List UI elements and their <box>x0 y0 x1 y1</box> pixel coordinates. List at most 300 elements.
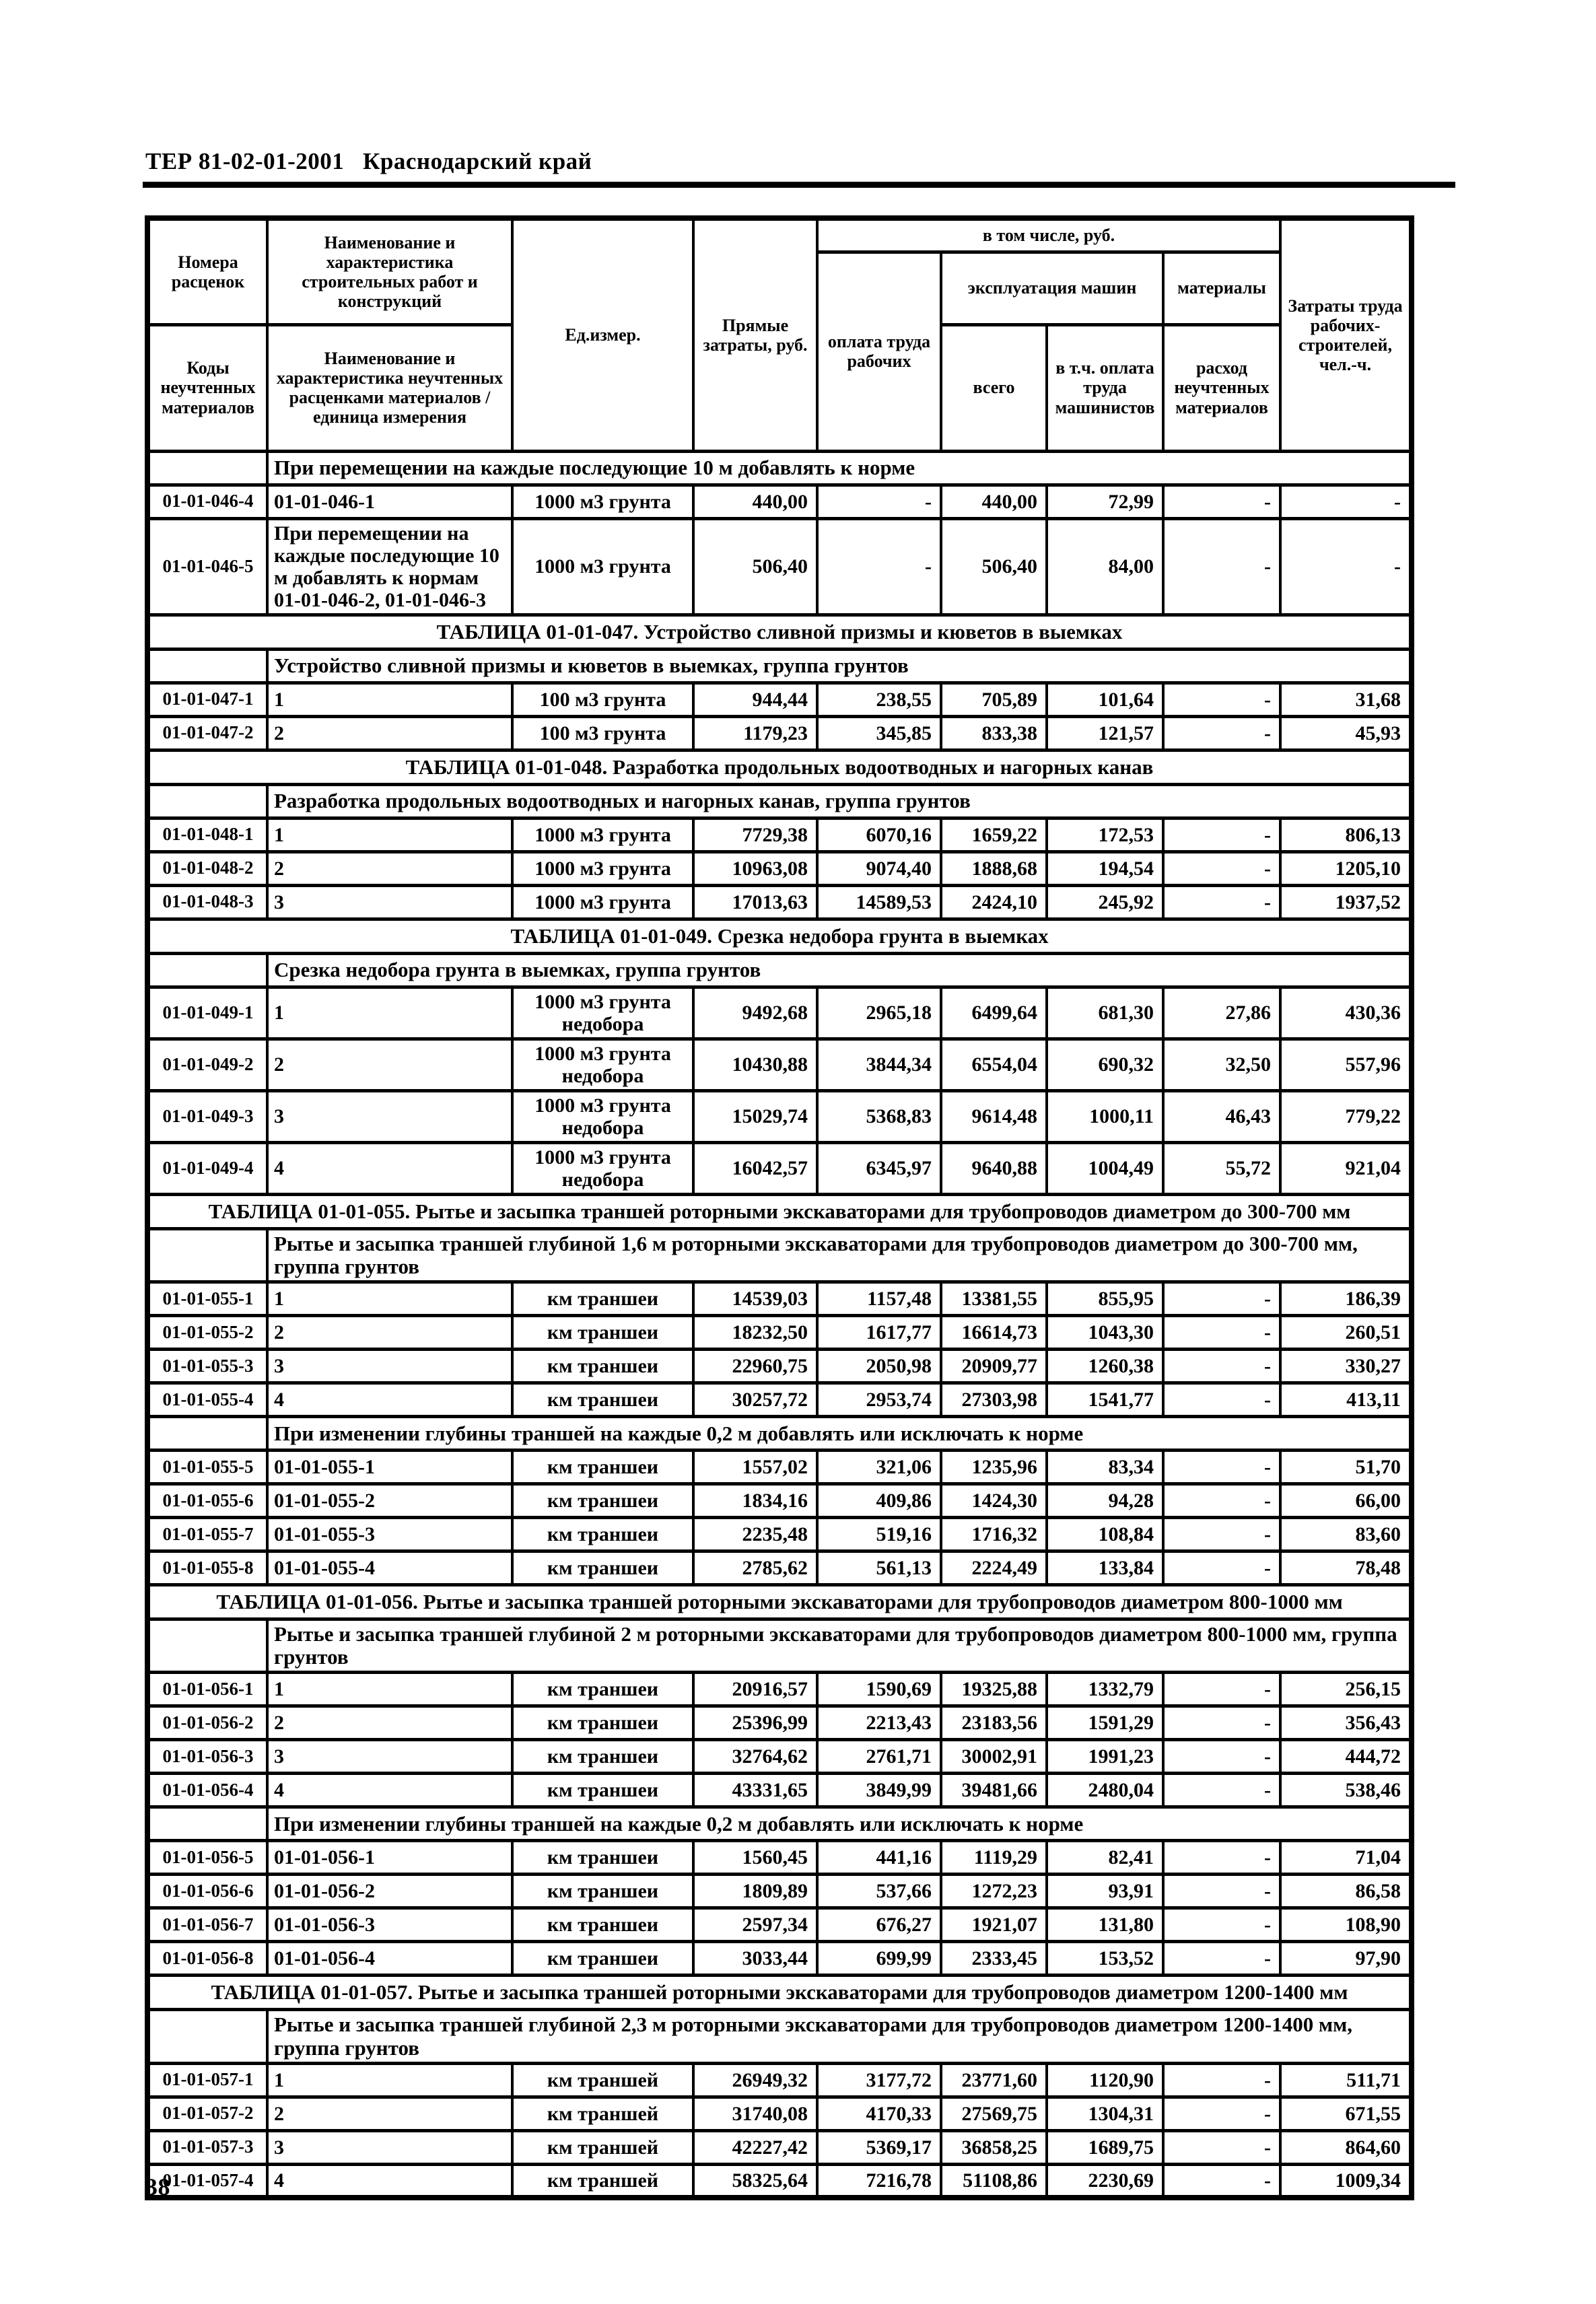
direct-cost-cell: 31740,08 <box>693 2097 817 2130</box>
machines-total-cell: 19325,88 <box>941 1673 1047 1706</box>
empty-code-cell <box>147 953 267 987</box>
work-name-cell: 01-01-055-1 <box>267 1451 512 1484</box>
wages-cell: 238,55 <box>817 683 941 716</box>
direct-cost-cell: 32764,62 <box>693 1740 817 1774</box>
empty-code-cell <box>147 451 267 485</box>
labor-cell: 83,60 <box>1280 1518 1412 1551</box>
labor-cell: 356,43 <box>1280 1706 1412 1740</box>
unit-cell: км траншеи <box>512 1383 693 1417</box>
direct-cost-cell: 15029,74 <box>693 1090 817 1142</box>
wages-cell: 9074,40 <box>817 851 941 885</box>
rate-code-cell: 01-01-047-1 <box>147 683 267 716</box>
machinists-wages-cell: 153,52 <box>1047 1942 1163 1976</box>
unit-cell: 1000 м3 грунта <box>512 818 693 851</box>
materials-cell: - <box>1163 1316 1280 1350</box>
work-name-cell: 2 <box>267 2097 512 2130</box>
table-title: ТАБЛИЦА 01-01-055. Рытье и засыпка траншей роторными экскаваторами для трубопроводов диаметром до 300-700 мм <box>147 1194 1412 1228</box>
rate-row <box>147 683 1412 716</box>
materials-cell: - <box>1163 1942 1280 1976</box>
machinists-wages-cell: 133,84 <box>1047 1551 1163 1585</box>
rate-row <box>147 485 1412 518</box>
labor-cell: - <box>1280 485 1412 518</box>
materials-cell: - <box>1163 1673 1280 1706</box>
direct-cost-cell: 30257,72 <box>693 1383 817 1417</box>
rate-row <box>147 1142 1412 1194</box>
wages-cell: 14589,53 <box>817 885 941 919</box>
machinists-wages-cell: 1591,29 <box>1047 1706 1163 1740</box>
machinists-wages-cell: 1541,77 <box>1047 1383 1163 1417</box>
machinists-wages-cell: 1000,11 <box>1047 1090 1163 1142</box>
labor-cell: 51,70 <box>1280 1451 1412 1484</box>
labor-cell: 1205,10 <box>1280 851 1412 885</box>
unit-cell: 1000 м3 грунта недобора <box>512 1039 693 1090</box>
machines-total-cell: 36858,25 <box>941 2130 1047 2164</box>
col-header-direct-costs: Прямые затраты, руб. <box>693 218 817 451</box>
materials-cell: 46,43 <box>1163 1090 1280 1142</box>
machines-total-cell: 1888,68 <box>941 851 1047 885</box>
rate-row <box>147 1841 1412 1875</box>
rate-code-cell: 01-01-046-4 <box>147 485 267 518</box>
labor-cell: 66,00 <box>1280 1484 1412 1518</box>
rate-code-cell: 01-01-056-1 <box>147 1673 267 1706</box>
labor-cell: 256,15 <box>1280 1673 1412 1706</box>
group-header-row <box>147 2010 1412 2063</box>
rate-row <box>147 987 1412 1039</box>
rate-row <box>147 2164 1412 2198</box>
machines-total-cell: 506,40 <box>941 518 1047 615</box>
col-header-including: в том числе, руб. <box>817 218 1280 252</box>
rate-code-cell: 01-01-055-3 <box>147 1350 267 1383</box>
work-name-cell: 01-01-056-1 <box>267 1841 512 1875</box>
wages-cell: 6345,97 <box>817 1142 941 1194</box>
header-rule <box>143 182 1455 188</box>
machinists-wages-cell: 101,64 <box>1047 683 1163 716</box>
machines-total-cell: 9614,48 <box>941 1090 1047 1142</box>
machinists-wages-cell: 690,32 <box>1047 1039 1163 1090</box>
materials-cell: - <box>1163 885 1280 919</box>
direct-cost-cell: 22960,75 <box>693 1350 817 1383</box>
labor-cell: 71,04 <box>1280 1841 1412 1875</box>
direct-cost-cell: 944,44 <box>693 683 817 716</box>
rate-code-cell: 01-01-047-2 <box>147 716 267 750</box>
machines-total-cell: 23183,56 <box>941 1706 1047 1740</box>
labor-cell: 1009,34 <box>1280 2164 1412 2198</box>
col-header-labor: Затраты труда рабочих-строителей, чел.-ч. <box>1280 218 1412 451</box>
rate-row <box>147 1090 1412 1142</box>
unit-cell: 1000 м3 грунта <box>512 851 693 885</box>
materials-cell: - <box>1163 851 1280 885</box>
rate-code-cell: 01-01-057-1 <box>147 2063 267 2097</box>
machines-total-cell: 16614,73 <box>941 1316 1047 1350</box>
unit-cell: км траншей <box>512 2063 693 2097</box>
materials-cell: - <box>1163 1282 1280 1316</box>
labor-cell: 864,60 <box>1280 2130 1412 2164</box>
empty-code-cell <box>147 649 267 683</box>
machinists-wages-cell: 172,53 <box>1047 818 1163 851</box>
labor-cell: 86,58 <box>1280 1875 1412 1908</box>
materials-cell: - <box>1163 2097 1280 2130</box>
direct-cost-cell: 10430,88 <box>693 1039 817 1090</box>
unit-cell: 100 м3 грунта <box>512 716 693 750</box>
table-title-row <box>147 1585 1412 1619</box>
machines-total-cell: 13381,55 <box>941 1282 1047 1316</box>
wages-cell: 519,16 <box>817 1518 941 1551</box>
col-header-machines-group: эксплуатация машин <box>941 252 1163 324</box>
materials-cell: - <box>1163 1451 1280 1484</box>
machinists-wages-cell: 245,92 <box>1047 885 1163 919</box>
machines-total-cell: 6554,04 <box>941 1039 1047 1090</box>
rate-code-cell: 01-01-055-4 <box>147 1383 267 1417</box>
machinists-wages-cell: 855,95 <box>1047 1282 1163 1316</box>
table-title-row <box>147 1194 1412 1228</box>
materials-cell: - <box>1163 2164 1280 2198</box>
col-header-machines-total: всего <box>941 324 1047 451</box>
labor-cell: 97,90 <box>1280 1942 1412 1976</box>
rate-code-cell: 01-01-056-8 <box>147 1942 267 1976</box>
unit-cell: км траншеи <box>512 1451 693 1484</box>
group-header-row <box>147 649 1412 683</box>
labor-cell: 330,27 <box>1280 1350 1412 1383</box>
unit-cell: 1000 м3 грунта недобора <box>512 1142 693 1194</box>
table-title-row <box>147 1976 1412 2010</box>
table-title-row <box>147 615 1412 649</box>
machinists-wages-cell: 83,34 <box>1047 1451 1163 1484</box>
materials-cell: - <box>1163 683 1280 716</box>
labor-cell: 260,51 <box>1280 1316 1412 1350</box>
wages-cell: 3849,99 <box>817 1774 941 1807</box>
labor-cell: 806,13 <box>1280 818 1412 851</box>
materials-cell: - <box>1163 1350 1280 1383</box>
rate-row <box>147 851 1412 885</box>
empty-code-cell <box>147 1807 267 1841</box>
table-title-row <box>147 750 1412 784</box>
machinists-wages-cell: 94,28 <box>1047 1484 1163 1518</box>
direct-cost-cell: 20916,57 <box>693 1673 817 1706</box>
rate-code-cell: 01-01-055-1 <box>147 1282 267 1316</box>
unit-cell: км траншеи <box>512 1740 693 1774</box>
machines-total-cell: 20909,77 <box>941 1350 1047 1383</box>
labor-cell: 186,39 <box>1280 1282 1412 1316</box>
machinists-wages-cell: 131,80 <box>1047 1908 1163 1942</box>
machines-total-cell: 23771,60 <box>941 2063 1047 2097</box>
work-name-cell: При перемещении на каждые последующие 10 м добавлять к нормам 01-01-046-2, 01-01-046-3 <box>267 518 512 615</box>
direct-cost-cell: 3033,44 <box>693 1942 817 1976</box>
machines-total-cell: 1235,96 <box>941 1451 1047 1484</box>
machinists-wages-cell: 194,54 <box>1047 851 1163 885</box>
machinists-wages-cell: 108,84 <box>1047 1518 1163 1551</box>
materials-cell: - <box>1163 1740 1280 1774</box>
machinists-wages-cell: 2230,69 <box>1047 2164 1163 2198</box>
machinists-wages-cell: 82,41 <box>1047 1841 1163 1875</box>
unit-cell: км траншеи <box>512 1774 693 1807</box>
wages-cell: 2761,71 <box>817 1740 941 1774</box>
machinists-wages-cell: 1260,38 <box>1047 1350 1163 1383</box>
unit-cell: км траншеи <box>512 1282 693 1316</box>
unit-cell: км траншеи <box>512 1316 693 1350</box>
rate-row <box>147 2063 1412 2097</box>
wages-cell: 676,27 <box>817 1908 941 1942</box>
wages-cell: 1157,48 <box>817 1282 941 1316</box>
unit-cell: км траншей <box>512 2164 693 2198</box>
direct-cost-cell: 9492,68 <box>693 987 817 1039</box>
materials-cell: 55,72 <box>1163 1142 1280 1194</box>
rate-code-cell: 01-01-049-2 <box>147 1039 267 1090</box>
labor-cell: 671,55 <box>1280 2097 1412 2130</box>
col-header-rate-codes: Номера расценок <box>147 218 267 324</box>
machinists-wages-cell: 84,00 <box>1047 518 1163 615</box>
materials-cell: - <box>1163 1484 1280 1518</box>
wages-cell: 3177,72 <box>817 2063 941 2097</box>
machines-total-cell: 39481,66 <box>941 1774 1047 1807</box>
direct-cost-cell: 17013,63 <box>693 885 817 919</box>
labor-cell: - <box>1280 518 1412 615</box>
rate-code-cell: 01-01-056-6 <box>147 1875 267 1908</box>
machines-total-cell: 1119,29 <box>941 1841 1047 1875</box>
machines-total-cell: 27569,75 <box>941 2097 1047 2130</box>
table-title: ТАБЛИЦА 01-01-057. Рытье и засыпка траншей роторными экскаваторами для трубопроводов диаметром 1200-1400 мм <box>147 1976 1412 2010</box>
machinists-wages-cell: 72,99 <box>1047 485 1163 518</box>
work-name-cell: 01-01-046-1 <box>267 485 512 518</box>
work-name-cell: 01-01-055-2 <box>267 1484 512 1518</box>
machines-total-cell: 2333,45 <box>941 1942 1047 1976</box>
machines-total-cell: 2424,10 <box>941 885 1047 919</box>
group-header-text: Рытье и засыпка траншей глубиной 2,3 м роторными экскаваторами для трубопроводов диаметром 1200-1400 мм, группа грунтов <box>267 2010 1412 2063</box>
wages-cell: 2213,43 <box>817 1706 941 1740</box>
empty-code-cell <box>147 1619 267 1673</box>
rate-row <box>147 885 1412 919</box>
materials-cell: - <box>1163 2130 1280 2164</box>
unit-cell: 1000 м3 грунта <box>512 485 693 518</box>
direct-cost-cell: 18232,50 <box>693 1316 817 1350</box>
wages-cell: - <box>817 485 941 518</box>
unit-cell: км траншеи <box>512 1942 693 1976</box>
work-name-cell: 3 <box>267 1740 512 1774</box>
unit-cell: 1000 м3 грунта недобора <box>512 1090 693 1142</box>
unit-cell: 1000 м3 грунта <box>512 885 693 919</box>
materials-cell: - <box>1163 1383 1280 1417</box>
unit-cell: км траншеи <box>512 1841 693 1875</box>
work-name-cell: 2 <box>267 716 512 750</box>
col-header-unaccounted-materials: расход неучтенных материалов <box>1163 324 1280 451</box>
work-name-cell: 4 <box>267 2164 512 2198</box>
group-header-text: Разработка продольных водоотводных и нагорных канав, группа грунтов <box>267 784 1412 818</box>
unit-cell: км траншеи <box>512 1908 693 1942</box>
table-body <box>147 451 1412 2198</box>
rate-code-cell: 01-01-056-4 <box>147 1774 267 1807</box>
col-header-work-name: Наименование и характеристика строительных работ и конструкций <box>267 218 512 324</box>
machinists-wages-cell: 1689,75 <box>1047 2130 1163 2164</box>
rate-row <box>147 1875 1412 1908</box>
work-name-cell: 3 <box>267 885 512 919</box>
direct-cost-cell: 7729,38 <box>693 818 817 851</box>
work-name-cell: 3 <box>267 1350 512 1383</box>
wages-cell: 7216,78 <box>817 2164 941 2198</box>
work-name-cell: 2 <box>267 1039 512 1090</box>
work-name-cell: 1 <box>267 987 512 1039</box>
direct-cost-cell: 440,00 <box>693 485 817 518</box>
materials-cell: - <box>1163 1841 1280 1875</box>
direct-cost-cell: 2235,48 <box>693 1518 817 1551</box>
materials-cell: - <box>1163 1875 1280 1908</box>
labor-cell: 108,90 <box>1280 1908 1412 1942</box>
direct-cost-cell: 1560,45 <box>693 1841 817 1875</box>
labor-cell: 444,72 <box>1280 1740 1412 1774</box>
unit-cell: 1000 м3 грунта <box>512 518 693 615</box>
labor-cell: 921,04 <box>1280 1142 1412 1194</box>
direct-cost-cell: 1179,23 <box>693 716 817 750</box>
group-header-text: Рытье и засыпка траншей глубиной 1,6 м роторными экскаваторами для трубопроводов диаметром до 300-700 мм, группа грунтов <box>267 1228 1412 1282</box>
rate-code-cell: 01-01-057-3 <box>147 2130 267 2164</box>
rate-code-cell: 01-01-055-7 <box>147 1518 267 1551</box>
rate-row <box>147 1451 1412 1484</box>
work-name-cell: 1 <box>267 2063 512 2097</box>
col-header-unaccounted-name: Наименование и характеристика неучтенных расценками материалов / единица измерения <box>267 324 512 451</box>
rate-code-cell: 01-01-048-1 <box>147 818 267 851</box>
machines-total-cell: 6499,64 <box>941 987 1047 1039</box>
work-name-cell: 01-01-056-3 <box>267 1908 512 1942</box>
rate-row <box>147 1484 1412 1518</box>
table-title: ТАБЛИЦА 01-01-056. Рытье и засыпка траншей роторными экскаваторами для трубопроводов диаметром 800-1000 мм <box>147 1585 1412 1619</box>
machines-total-cell: 30002,91 <box>941 1740 1047 1774</box>
unit-cell: км траншеи <box>512 1350 693 1383</box>
direct-cost-cell: 1834,16 <box>693 1484 817 1518</box>
labor-cell: 31,68 <box>1280 683 1412 716</box>
group-header-text: Рытье и засыпка траншей глубиной 2 м роторными экскаваторами для трубопроводов диаметром 800-1000 мм, группа грунтов <box>267 1619 1412 1673</box>
rate-code-cell: 01-01-057-4 <box>147 2164 267 2198</box>
rate-code-cell: 01-01-056-3 <box>147 1740 267 1774</box>
work-name-cell: 4 <box>267 1383 512 1417</box>
rate-code-cell: 01-01-046-5 <box>147 518 267 615</box>
rate-row <box>147 518 1412 615</box>
wages-cell: 3844,34 <box>817 1039 941 1090</box>
materials-cell: - <box>1163 1518 1280 1551</box>
machinists-wages-cell: 2480,04 <box>1047 1774 1163 1807</box>
wages-cell: 2953,74 <box>817 1383 941 1417</box>
machinists-wages-cell: 1332,79 <box>1047 1673 1163 1706</box>
work-name-cell: 2 <box>267 851 512 885</box>
rate-row <box>147 1316 1412 1350</box>
machines-total-cell: 1921,07 <box>941 1908 1047 1942</box>
group-header-row <box>147 1807 1412 1841</box>
labor-cell: 511,71 <box>1280 2063 1412 2097</box>
rate-row <box>147 1282 1412 1316</box>
wages-cell: 1617,77 <box>817 1316 941 1350</box>
wages-cell: 4170,33 <box>817 2097 941 2130</box>
materials-cell: - <box>1163 1706 1280 1740</box>
labor-cell: 557,96 <box>1280 1039 1412 1090</box>
wages-cell: 345,85 <box>817 716 941 750</box>
labor-cell: 538,46 <box>1280 1774 1412 1807</box>
direct-cost-cell: 1809,89 <box>693 1875 817 1908</box>
materials-cell: - <box>1163 1908 1280 1942</box>
direct-cost-cell: 26949,32 <box>693 2063 817 2097</box>
col-header-wages: оплата труда рабочих <box>817 252 941 451</box>
group-header-row <box>147 953 1412 987</box>
machines-total-cell: 705,89 <box>941 683 1047 716</box>
rate-row <box>147 2130 1412 2164</box>
rate-code-cell: 01-01-057-2 <box>147 2097 267 2130</box>
rates-table <box>145 215 1414 2200</box>
wages-cell: 2050,98 <box>817 1350 941 1383</box>
wages-cell: 699,99 <box>817 1942 941 1976</box>
work-name-cell: 1 <box>267 683 512 716</box>
rate-row <box>147 716 1412 750</box>
labor-cell: 45,93 <box>1280 716 1412 750</box>
materials-cell: - <box>1163 518 1280 615</box>
wages-cell: 1590,69 <box>817 1673 941 1706</box>
rate-row <box>147 1518 1412 1551</box>
direct-cost-cell: 506,40 <box>693 518 817 615</box>
wages-cell: 321,06 <box>817 1451 941 1484</box>
wages-cell: 2965,18 <box>817 987 941 1039</box>
unit-cell: км траншеи <box>512 1551 693 1585</box>
machinists-wages-cell: 681,30 <box>1047 987 1163 1039</box>
work-name-cell: 1 <box>267 1282 512 1316</box>
wages-cell: - <box>817 518 941 615</box>
direct-cost-cell: 2785,62 <box>693 1551 817 1585</box>
wages-cell: 5369,17 <box>817 2130 941 2164</box>
unit-cell: 100 м3 грунта <box>512 683 693 716</box>
col-header-unit: Ед.измер. <box>512 218 693 451</box>
group-header-row <box>147 1417 1412 1451</box>
empty-code-cell <box>147 1228 267 1282</box>
machines-total-cell: 1659,22 <box>941 818 1047 851</box>
machinists-wages-cell: 1120,90 <box>1047 2063 1163 2097</box>
work-name-cell: 2 <box>267 1316 512 1350</box>
col-header-materials-group: материалы <box>1163 252 1280 324</box>
wages-cell: 561,13 <box>817 1551 941 1585</box>
machines-total-cell: 1424,30 <box>941 1484 1047 1518</box>
materials-cell: - <box>1163 1774 1280 1807</box>
machines-total-cell: 27303,98 <box>941 1383 1047 1417</box>
machines-total-cell: 1716,32 <box>941 1518 1047 1551</box>
work-name-cell: 3 <box>267 1090 512 1142</box>
machinists-wages-cell: 1004,49 <box>1047 1142 1163 1194</box>
rate-row <box>147 1039 1412 1090</box>
wages-cell: 441,16 <box>817 1841 941 1875</box>
table-header <box>147 218 1412 451</box>
rate-code-cell: 01-01-048-3 <box>147 885 267 919</box>
rate-code-cell: 01-01-056-2 <box>147 1706 267 1740</box>
work-name-cell: 4 <box>267 1774 512 1807</box>
direct-cost-cell: 25396,99 <box>693 1706 817 1740</box>
machines-total-cell: 440,00 <box>941 485 1047 518</box>
rate-row <box>147 1740 1412 1774</box>
rate-code-cell: 01-01-055-6 <box>147 1484 267 1518</box>
work-name-cell: 1 <box>267 1673 512 1706</box>
unit-cell: км траншей <box>512 2130 693 2164</box>
rate-code-cell: 01-01-049-4 <box>147 1142 267 1194</box>
machinists-wages-cell: 1043,30 <box>1047 1316 1163 1350</box>
document-title: ТЕР 81-02-01-2001 Краснодарский край <box>145 148 592 174</box>
materials-cell: 32,50 <box>1163 1039 1280 1090</box>
group-header-row <box>147 1228 1412 1282</box>
col-header-unaccounted-codes: Коды неучтенных материалов <box>147 324 267 451</box>
direct-cost-cell: 43331,65 <box>693 1774 817 1807</box>
rate-row <box>147 1551 1412 1585</box>
page-number: 38 <box>145 2173 170 2200</box>
empty-code-cell <box>147 784 267 818</box>
labor-cell: 430,36 <box>1280 987 1412 1039</box>
unit-cell: км траншеи <box>512 1484 693 1518</box>
empty-code-cell <box>147 1417 267 1451</box>
materials-cell: - <box>1163 716 1280 750</box>
table-title: ТАБЛИЦА 01-01-047. Устройство сливной призмы и кюветов в выемках <box>147 615 1412 649</box>
rate-row <box>147 1774 1412 1807</box>
direct-cost-cell: 10963,08 <box>693 851 817 885</box>
materials-cell: - <box>1163 1551 1280 1585</box>
rate-code-cell: 01-01-055-5 <box>147 1451 267 1484</box>
